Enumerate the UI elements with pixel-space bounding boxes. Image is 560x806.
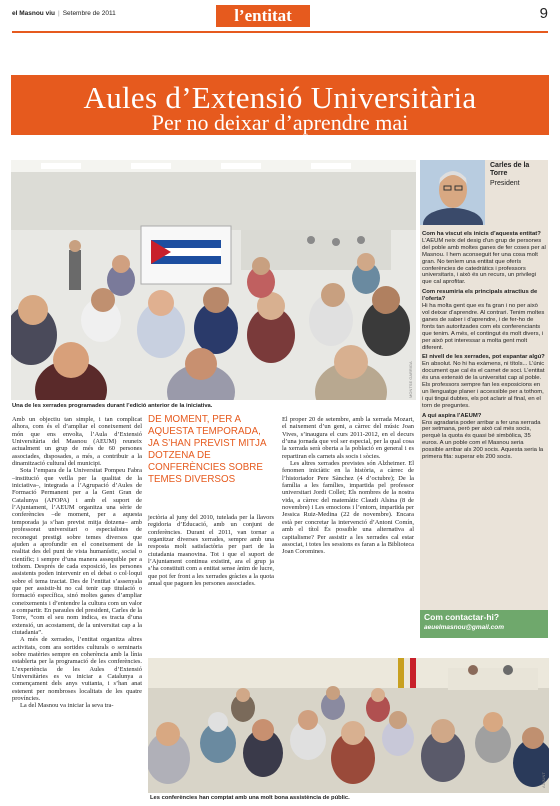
section-tab: l’entitat [216, 5, 310, 27]
interview-qa [422, 228, 546, 463]
publication-name: el Masnou viu [12, 10, 55, 17]
article-column-1 [12, 416, 142, 710]
interview-question: A qui aspira l’AEUM? [422, 412, 482, 419]
pull-quote: DE MOMENT, PER A AQUESTA TEMPORADA, JA S’HAN PREVIST MITJA DOTZENA DE CONFERÈNCIES SOBRE TEMES DIVERSOS [148, 414, 266, 485]
lecture-photo-top [11, 160, 416, 400]
bottom-photo-credit: ADJUNT [541, 772, 546, 788]
interview-question: El nivell de les xerrades, pot espantar algú? [422, 354, 545, 361]
article-column-3 [282, 416, 414, 556]
masthead: el Masnou viu | Setembre de 2011 [12, 10, 116, 17]
page-number: 9 [539, 5, 548, 22]
contact-title: Com contactar-hi? [424, 612, 500, 622]
header-rule [12, 31, 548, 33]
top-photo-caption: Una de les xerrades programades durant l’edició anterior de la iniciativa. [12, 403, 213, 409]
president-portrait [420, 160, 485, 225]
issue-date: Setembre de 2011 [62, 10, 116, 17]
president-role: President [490, 180, 520, 187]
contact-email[interactable]: aeuelmasnou@gmail.com [424, 624, 505, 631]
interview-answer: En absolut. No hi ha exàmens, ni títols... L’únic document que cal és el carnet de soci. L’entitat és una extensió de la universitat cap al poble. Els professors sempre fan les exposicions en un llenguatge planer i accessible per a tothom, i qui tingui dubtes, els pot aclarir al final, en el torn de preguntes. [422, 361, 545, 409]
paragraph: jectòria al juny del 2010, tutelada per la llavors regidoria d’Educació, amb un conjunt de conferències. Durant el 2011, van tornar a organitzar diverses xerrades, sempre amb una resposta molt satisfactòria per part de la ciutadania masnovina. Tot i que el suport de l’Ajuntament continua existint, ara el grup ja s’ha constituït com a entitat sense ànim de lucre, que pot fer front a les xerrades gràcies a la quota anual que paguen les persones associades. [148, 514, 274, 588]
interview-question: Com resumiria els principals atractius de l’oferta? [422, 289, 538, 303]
president-name: Carles de la Torre [490, 162, 530, 177]
lecture-photo-bottom [148, 658, 549, 793]
bottom-photo-caption: Les conferències han comptat amb una molt bona assistència de públic. [150, 795, 350, 801]
paragraph: Les altres xerrades previstes són Alzheimer. El fenomen iniciàtic en la història, a càrrec de l’historiador Pere Sànchez (4 d’octubre); De la família a les famílies, impartida pel professor universitari Jordi Collet; Els nombres de la nostra vida, a càrrec del matemàtic Claudi Alsina (8 de novembre) i Les emocions i l’entorn, impartida per Jessica Ruiz-Medina (22 de novembre). Encara està per concretar la intervenció d’Antoni Comín, amb el títol És possible una alternativa al capitalisme? Per assistir a les xerrades cal estar associat, i totes les sessions es faran a la Biblioteca Joan Coromines. [282, 460, 414, 556]
paragraph: El proper 20 de setembre, amb la xerrada Mozart, el naixement d’un geni, a càrrec del músic Joan Vives, s’inaugura el curs 2011-2012, en el decurs d’una jornada que vol ser especial, per la qual cosa la xerrada serà oberta a la població en general i es repartiran els carnets als socis i sòcies. [282, 416, 414, 460]
interview-question: Com ha viscut els inicis d’aquesta entitat? [422, 231, 541, 237]
top-photo-credit: MONTSE GARRIGA [408, 361, 413, 398]
paragraph: A més de xerrades, l’entitat organitza altres activitats, com ara sortides culturals o seminaris sobre matèries sempre en coherència amb la línia establerta per la programació de les conferències. L’experiència de les Aules d’Extensió Universitàries es va iniciar a Catalunya a començament dels anys vuitanta, i s’han anat estenent per nombroses localitats de les quatre províncies. [12, 636, 142, 703]
interview-answer: L’AEUM neix del desig d’un grup de persones del poble amb moltes ganes de fer coses per al Masnou. I hem aconseguit fer una cosa molt gran. No teníem una entitat que oferís conferències de catedràtics i professors universitaris, i això és un recurs, un privilegi que cal aprofitar. [422, 237, 546, 286]
interview-answer: Hi ha molta gent que es fa gran i no per això vol deixar d’aprendre. Al contrari. Tenim moltes ganes de saber i d’aprendre, i de fer-ho de fonts tan autoritzades com els conferenciants que tenim. A més, el contingut és molt divers, i per això pot interessar a molta gent molt diferent. [422, 303, 545, 351]
interview-answer: Ens agradaria poder arribar a fer una xerrada per setmana, però per això cal més socis, perquè la quota és quasi bé simbòlica, 35 euros. A un poble com el Masnou seria possible arribar als 200 socis. Aquesta seria la primera fita: superar els 200 socis. [422, 419, 544, 461]
article-title: Aules d’Extensió Universitària [83, 80, 477, 115]
article-subtitle: Per no deixar d’aprendre mai [151, 110, 409, 135]
paragraph: La del Masnou va iniciar la seva tra- [20, 702, 114, 710]
paragraph: Amb un objectiu tan simple, i tan complicat alhora, com és el d’ampliar el coneixement del món que ens envolta, l’Aula d’Extensió Universitària del Masnou (AEUM) reuneix actualment un grup de més de 60 persones associades, disposades, a més, a contribuir a la dinamització cultural del municipi. [12, 416, 142, 468]
article-column-2 [148, 514, 274, 587]
paragraph: Sota l’empara de la Universitat Pompeu Fabra –institució que vetlla per la qualitat de la iniciativa–, integrada a l’Agrupació d’Aules de Formació Permanent per a la Gent Gran de Catalunya (AFOPA) i amb el suport de l’Ajuntament, l’AEUM organitza una sèrie de conferències –de moment, per a aquesta temporada ja s’han previst mitja dotzena– amb professorat universitari o especialistes de reconegut prestigi sobre temes diversos que ajuden a aprofundir en el coneixement de la realitat des del punt de vista humanístic, social o científic; i sempre d’una manera assequible per a tothom. Després de cada exposició, les persones assistents poden intervenir en el debat o col·loqui sobre el tema tractat. Des de l’entitat s’assenyala que per assistir-hi no cal tenir cap titulació o formació específica, sinó moltes ganes d’ampliar coneixements i d’entendre la cultura com un valor a compartir. En paraules del president, Carles de la Torre, “com el seu nom indica, es tracta d’una extensió, un acostament, de la universitat cap a la ciutadania”. [12, 467, 142, 636]
